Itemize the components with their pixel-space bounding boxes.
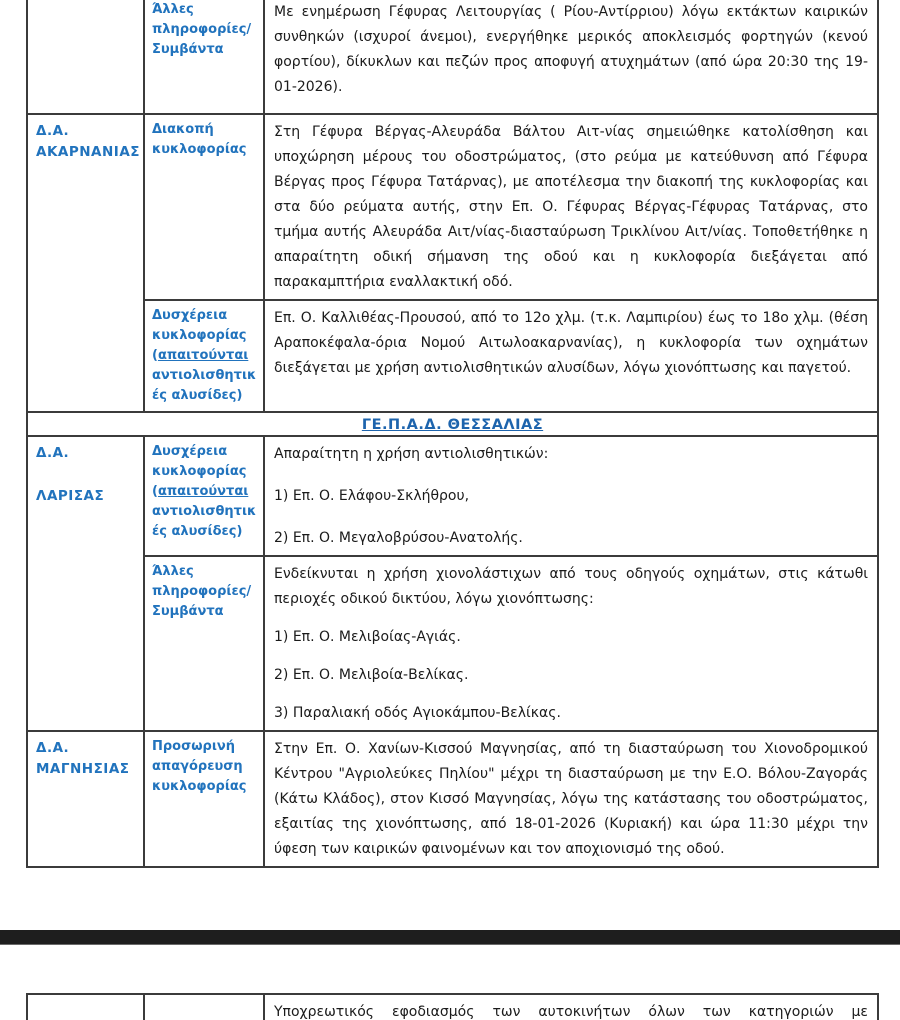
category-cell-clipped: [144, 994, 264, 1020]
category-label-line: Συμβάντα: [152, 604, 224, 619]
details-cell: [264, 556, 878, 731]
details-cell: [264, 300, 878, 412]
category-cell-other-info: [144, 556, 264, 731]
road-conditions-table: [26, 0, 879, 868]
category-cell-other-info: [144, 0, 264, 114]
details-cell: [264, 114, 878, 300]
category-label-line: πληροφορίες/: [152, 584, 252, 599]
category-label-line: Προσωρινή: [152, 739, 236, 754]
details-list-item: 3) Παραλιακή οδός Αγιοκάμπου-Βελίκας.: [274, 705, 561, 721]
authority-cell-empty: [27, 0, 144, 114]
details-paragraph: Υποχρεωτικός εφοδιασμός των αυτοκινήτων όλων των κατηγοριών με: [274, 1004, 868, 1020]
authority-cell-empty: [27, 994, 144, 1020]
authority-label: ΜΑΓΝΗΣΙΑΣ: [36, 761, 130, 777]
details-cell: [264, 994, 878, 1020]
category-cell-dyschereia: [144, 436, 264, 556]
details-cell: [264, 731, 878, 867]
authority-label: Δ.Α.: [36, 123, 70, 139]
category-label-line: κυκλοφορίας: [152, 779, 247, 794]
details-paragraph: Στη Γέφυρα Βέργας-Αλευράδα Βάλτου Αιτ-νίας σημειώθηκε κατολίσθηση και υποχώρηση μέρους του οδοστρώματος, (στο ρεύμα με κατεύθυνση από Γέφυρα Βέργας προς Γέφυρα Τατάρνας), με αποτέλεσμα την διακοπή της κυκλοφορίας και στα δύο ρεύματα αυτής, στην Επ. Ο. Γέφυρας Βέργας-Γέφυρας Τατάρνας, στο τμήμα αυτής Αλευράδα Αιτ/νίας-διασταύρωση Τρικλίνου Αιτ/νίας. Τοποθετήθηκε η απαραίτητη οδική σήμανση της οδού και η κυκλοφορία διεξάγεται από παρακαμπτήρια εναλλακτική οδό.: [274, 124, 868, 290]
category-label-part: αντιολισθητικές αλυσίδες): [152, 504, 257, 539]
category-label-line: απαγόρευση: [152, 759, 243, 774]
table-row: [27, 994, 878, 1020]
category-cell-dyschereia: [144, 300, 264, 412]
section-header-title: ΓΕ.Π.Α.Δ. ΘΕΣΣΑΛΙΑΣ: [361, 417, 544, 433]
details-cell: [264, 436, 878, 556]
table-row: [27, 731, 878, 867]
authority-label: Δ.Α.: [36, 740, 70, 756]
category-label-part: αντιολισθητικές αλυσίδες): [152, 368, 257, 403]
category-cell-diakopi: [144, 114, 264, 300]
authority-cell-larisa: [27, 436, 144, 731]
category-label-line: πληροφορίες/: [152, 22, 252, 37]
section-header-cell: [27, 412, 878, 436]
category-label-part: Δυσχέρεια κυκλοφορίας (: [152, 444, 247, 499]
authority-label: Δ.Α.: [36, 445, 70, 461]
category-label-line: Άλλες: [152, 564, 194, 579]
category-label-line: Άλλες: [152, 2, 194, 17]
details-paragraph: Στην Επ. Ο. Χανίων-Κισσού Μαγνησίας, από τη διασταύρωση του Χιονοδρομικού Κέντρου "Αγριολεύκες Πηλίου" μέχρι τη διασταύρωση με την Ε.Ο. Βόλου-Ζαγοράς (Κάτω Κλάδος), στον Κισσό Μαγνησίας, λόγω της κατάστασης του οδοστρώματος, εξαιτίας της χιονόπτωσης, από 18-01-2026 (Κυριακή) και ώρα 11:30 μέχρι την ύφεση των καιρικών φαινομένων και τον αποχιονισμό της οδού.: [274, 741, 868, 857]
details-cell: [264, 0, 878, 114]
authority-cell-akarnania: [27, 114, 144, 412]
authority-cell-magnisia: [27, 731, 144, 867]
table-row: [27, 436, 878, 556]
details-list-item: 1) Επ. Ο. Μελιβοίας-Αγιάς.: [274, 629, 461, 645]
details-list-item: 2) Επ. Ο. Μεγαλοβρύσου-Ανατολής.: [274, 530, 523, 546]
table-row-section-header: [27, 412, 878, 436]
authority-label: ΛΑΡΙΣΑΣ: [36, 488, 105, 504]
category-label-line: Συμβάντα: [152, 42, 224, 57]
details-list-item: 2) Επ. Ο. Μελιβοία-Βελίκας.: [274, 667, 469, 683]
category-label-underlined: απαιτούνται: [157, 348, 249, 363]
category-label-underlined: απαιτούνται: [157, 484, 249, 499]
table-row: [27, 300, 878, 412]
table-row: [27, 0, 878, 114]
next-page-table: [26, 993, 879, 1020]
page-break-bar: [0, 930, 900, 945]
table-row: [27, 556, 878, 731]
details-intro: Ενδείκνυται η χρήση χιονολάστιχων από τους οδηγούς οχημάτων, στις κάτωθι περιοχές οδικού δικτύου, λόγω χιονόπτωσης:: [274, 566, 868, 607]
authority-label: ΑΚΑΡΝΑΝΙΑΣ: [36, 144, 140, 160]
details-paragraph: Με ενημέρωση Γέφυρας Λειτουργίας ( Ρίου-Αντίρριου) λόγω εκτάκτων καιρικών συνθηκών (ισχυροί άνεμοι), ενεργήθηκε μερικός αποκλεισμός φορτηγών (κενού φορτίου), δίκυκλων και πεζών προς αποφυγή ατυχημάτων (από ώρα 20:30 της 19-01-2026).: [274, 4, 868, 95]
details-list-item: 1) Επ. Ο. Ελάφου-Σκλήθρου,: [274, 488, 470, 504]
details-intro: Απαραίτητη η χρήση αντιολισθητικών:: [274, 446, 549, 462]
spacer: [36, 464, 139, 486]
category-label-line: Διακοπή: [152, 122, 214, 137]
category-label-line: κυκλοφορίας: [152, 142, 247, 157]
category-cell-prosorini: [144, 731, 264, 867]
details-paragraph: Επ. Ο. Καλλιθέας-Προυσού, από το 12ο χλμ. (τ.κ. Λαμπιρίου) έως το 18ο χλμ. (θέση Αραποκέφαλα-όρια Νομού Αιτωλοακαρνανίας), η κυκλοφορία των οχημάτων διεξάγεται με χρήση αντιολισθητικών αλυσίδων, λόγω χιονόπτωσης και παγετού.: [274, 310, 868, 376]
category-label-part: Δυσχέρεια κυκλοφορίας (: [152, 308, 247, 363]
table-row: [27, 114, 878, 300]
